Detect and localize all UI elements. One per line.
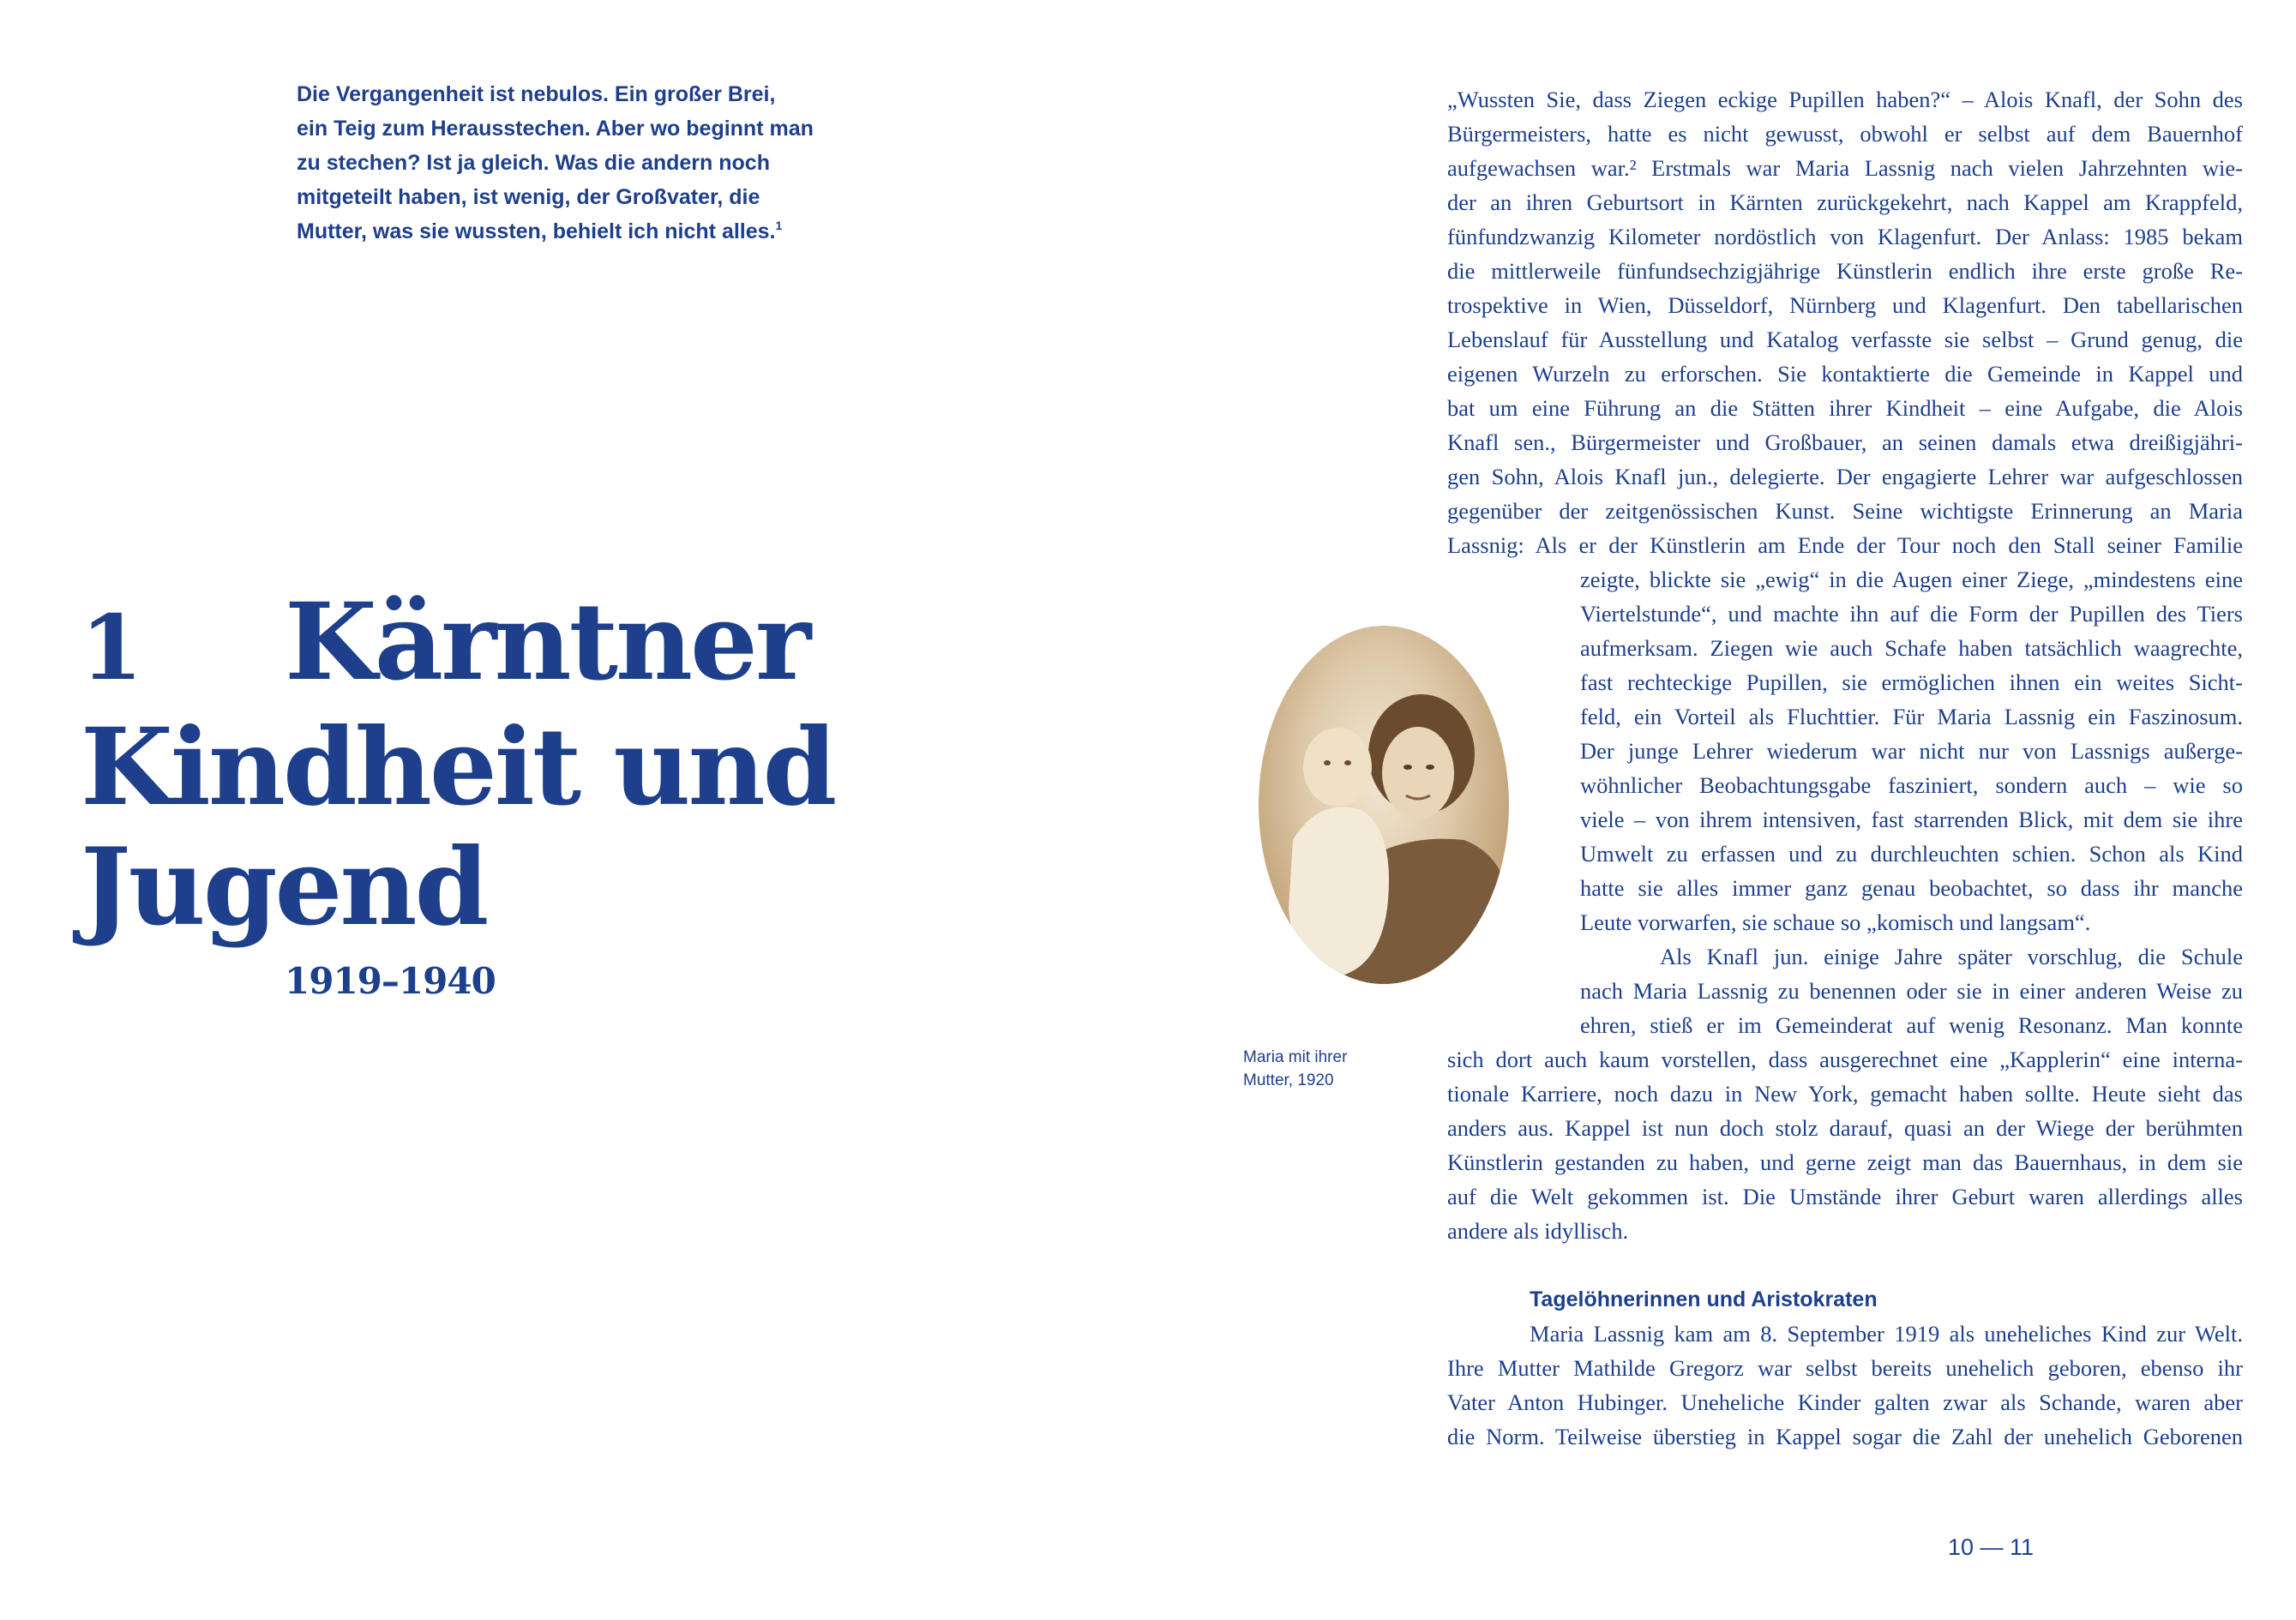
body-line-indented: zeigte, blickte sie „ewig“ in die Augen einer Ziege, „mindestens eine [1580, 567, 2243, 592]
epigraph-line: mitgeteilt haben, ist wenig, der Großvater, die [297, 185, 760, 209]
body-line: sich dort auch kaum vorstellen, dass ausgerechnet eine „Kapplerin“ eine interna- [1447, 1047, 2243, 1072]
epigraph [297, 77, 888, 249]
body-line-indented: ehren, stieß er im Gemeinderat auf wenig Resonanz. Man konnte [1580, 1012, 2243, 1038]
body-line-indented: Leute vorwarfen, sie schaue so „komisch und langsam“. [1580, 909, 2091, 935]
chapter-title-word: Kärntner [285, 580, 809, 705]
chapter-title [81, 580, 895, 950]
epigraph-line: zu stechen? Ist ja gleich. Was die andern noch [297, 151, 770, 175]
body-line-indented: viele – von ihrem intensiven, fast starrenden Blick, mit dem sie ihre [1580, 807, 2243, 832]
body-line: der an ihren Geburtsort in Kärnten zurückgekehrt, nach Kappel am Krappfeld, [1447, 189, 2243, 215]
caption-line: Mutter, 1920 [1243, 1071, 1334, 1089]
body-line: Ihre Mutter Mathilde Gregorz war selbst bereits unehelich geboren, ebenso ihr [1447, 1355, 2243, 1381]
body-line: bat um eine Führung an die Stätten ihrer Kindheit – eine Aufgabe, die Alois [1447, 395, 2243, 421]
chapter-title-line: Kindheit und [81, 705, 835, 830]
chapter-title-line [81, 580, 895, 708]
paragraph-first-line: Als Knafl jun. einige Jahre später vorschlug, die Schule [1660, 944, 2243, 969]
body-line-indented: hatte sie alles immer ganz genau beobachtet, so dass ihr manche [1580, 875, 2243, 901]
body-line: aufgewachsen war.² Erstmals war Maria Lassnig nach vielen Jahrzehnten wie- [1447, 155, 2243, 181]
body-line: fünfundzwanzig Kilometer nordöstlich von Klagenfurt. Der Anlass: 1985 bekam [1447, 224, 2243, 249]
chapter-years: 1919–1940 [285, 960, 496, 1002]
footnote-mark: 1 [775, 219, 783, 232]
body-line: Knafl sen., Bürgermeister und Großbauer, an seinen damals etwa dreißigjähri- [1447, 429, 2243, 455]
body-line-indented: Umwelt zu erfassen und zu durchleuchten schien. Schon als Kind [1580, 841, 2243, 867]
section-heading: Tagelöhnerinnen und Aristokraten [1530, 1287, 1878, 1311]
body-line: „Wussten Sie, dass Ziegen eckige Pupillen haben?“ – Alois Knafl, der Sohn des [1447, 87, 2243, 112]
body-line: eigenen Wurzeln zu erforschen. Sie kontaktierte die Gemeinde in Kappel und [1447, 361, 2243, 387]
section-gap [1447, 1248, 2243, 1282]
epigraph-line-text: Mutter, was sie wussten, behielt ich nicht alles. [297, 219, 776, 243]
body-line: auf die Welt gekommen ist. Die Umstände ihrer Geburt waren allerdings alles [1447, 1184, 2243, 1209]
caption-line: Maria mit ihrer [1243, 1048, 1348, 1066]
epigraph-line [297, 214, 888, 249]
body-line: trospektive in Wien, Düsseldorf, Nürnberg und Klagenfurt. Den tabellarischen [1447, 292, 2243, 318]
chapter-number: 1 [81, 595, 141, 700]
paragraph-first-line: Maria Lassnig kam am 8. September 1919 als uneheliches Kind zur Welt. [1530, 1321, 2243, 1347]
body-line: Künstlerin gestanden zu haben, und gerne zeigt man das Bauernhaus, in dem sie [1447, 1149, 2243, 1175]
body-line: Vater Anton Hubinger. Uneheliche Kinder galten zwar als Schande, waren aber [1447, 1389, 2243, 1415]
body-line: Bürgermeisters, hatte es nicht gewusst, obwohl er selbst auf dem Bauernhof [1447, 121, 2243, 147]
body-line: Lebenslauf für Ausstellung und Katalog verfasste sie selbst – Grund genug, die [1447, 327, 2243, 352]
body-line-indented: Viertelstunde“, und machte ihn auf die Form der Pupillen des Tiers [1580, 601, 2243, 627]
body-line: die Norm. Teilweise überstieg in Kappel sogar die Zahl der unehelich Geborenen [1447, 1424, 2243, 1449]
body-line: gen Sohn, Alois Knafl jun., delegierte. Der engagierte Lehrer war aufgeschlossen [1447, 464, 2243, 489]
epigraph-line: ein Teig zum Herausstechen. Aber wo beginnt man [297, 117, 814, 141]
page-numbers: 10 — 11 [1948, 1534, 2035, 1560]
body-line: andere als idyllisch. [1447, 1218, 1629, 1244]
epigraph-line: Die Vergangenheit ist nebulos. Ein großer Brei, [297, 82, 776, 106]
body-line-indented: wöhnlicher Beobachtungsgabe fasziniert, sondern auch – wie so [1580, 772, 2243, 798]
photo-caption [1243, 1046, 1397, 1092]
body-line: die mittlerweile fünfundsechzigjährige Künstlerin endlich ihre erste große Re- [1447, 258, 2243, 284]
body-line-indented: fast rechteckige Pupillen, sie ermöglichen ihnen ein weites Sicht- [1580, 669, 2243, 695]
body-line: Lassnig: Als er der Künstlerin am Ende der Tour noch den Stall seiner Familie [1447, 532, 2243, 558]
body-line-indented: nach Maria Lassnig zu benennen oder sie in einer anderen Weise zu [1580, 978, 2243, 1004]
body-text [1447, 82, 2243, 1454]
body-line: tionale Karriere, noch dazu in New York, gemacht haben sollte. Heute sieht das [1447, 1081, 2243, 1107]
body-line: gegenüber der zeitgenössischen Kunst. Seine wichtigste Erinnerung an Maria [1447, 498, 2243, 524]
body-line: anders aus. Kappel ist nun doch stolz darauf, quasi an der Wiege der berühmten [1447, 1115, 2243, 1141]
chapter-title-line: Jugend [81, 825, 487, 950]
body-line-indented: feld, ein Vorteil als Fluchttier. Für Maria Lassnig ein Faszinosum. [1580, 704, 2243, 729]
body-line-indented: Der junge Lehrer wiederum war nicht nur von Lassnigs außerge- [1580, 738, 2243, 764]
body-line-indented: aufmerksam. Ziegen wie auch Schafe haben tatsächlich waagrechte, [1580, 635, 2243, 661]
